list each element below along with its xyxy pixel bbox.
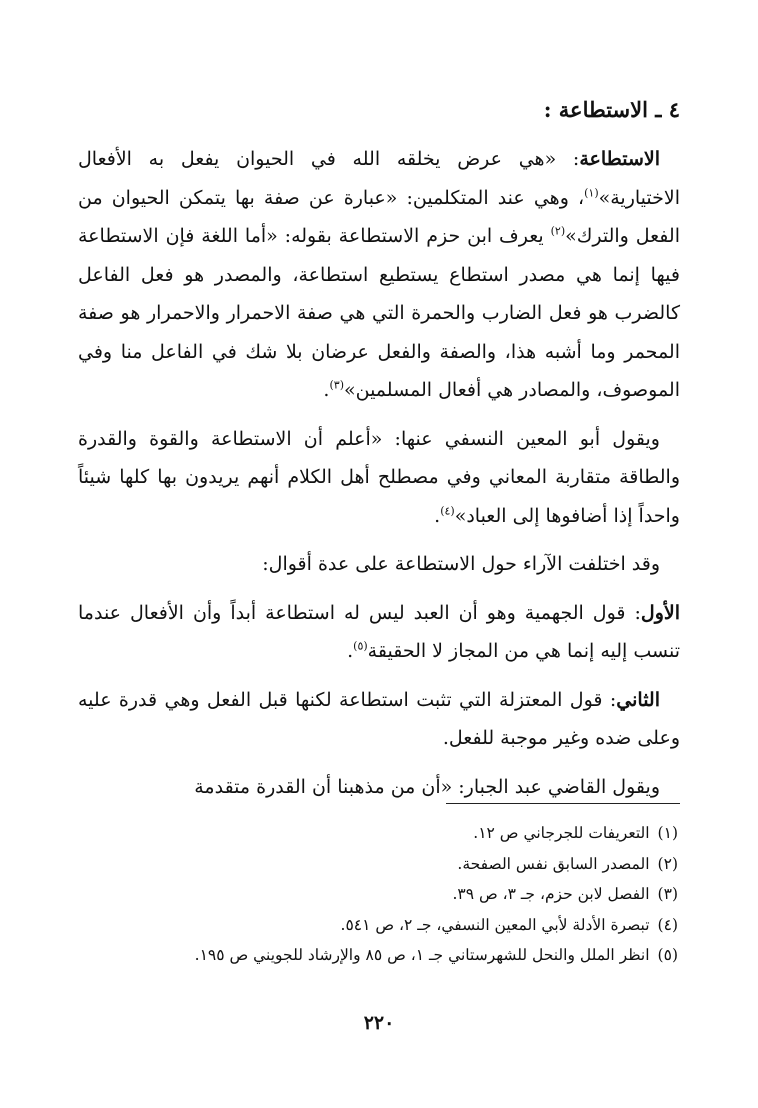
paragraph-text: . [434,504,441,527]
main-text [78,140,680,816]
footnote-ref-5: (٥) [353,639,368,653]
paragraph-text: ، وهي عند المتكلمين: «عبارة عن صفة بها يتمكن الحيوان من الفعل والترك» [78,186,680,247]
footnote-ref-1: (١) [584,186,599,200]
footnote-text: المصدر السابق نفس الصفحة. [457,854,650,873]
footnote-number: (٤) [657,915,678,934]
footnote-text: الفصل لابن حزم، جـ ٣، ص ٣٩. [452,885,650,903]
footnote-text: تبصرة الأدلة لأبي المعين النسفي، جـ ٢، ص ٥٤١. [340,915,650,934]
footnote-ref-4: (٤) [440,504,455,518]
footnote-text: انظر الملل والنحل للشهرستاني جـ ١، ص ٨٥ والإرشاد للجويني ص ١٩٥. [194,946,650,964]
footnote-1 [78,818,678,849]
paragraph-text: . [347,640,354,662]
term-istitaa: الاستطاعة [579,148,660,170]
footnotes [78,818,678,971]
paragraph-second-opinion [78,681,680,758]
page-number: ٢٢٠ [363,1012,395,1034]
paragraph-text: ويقول أبو المعين النسفي عنها: «أعلم أن الاستطاعة والقوة والقدرة والطاقة متقاربة المعاني وفي مصطلح أهل الكلام أنهم يريدون بها كلها شيئاً واحداً إذا أضافوها إلى العباد» [78,427,680,527]
footnote-separator [446,803,680,804]
paragraph-text: يعرف ابن حزم الاستطاعة بقوله: «أما اللغة فإن الاستطاعة فيها إنما هي مصدر استطاع يستطيع استطاعة، والمصدر هو فعل الفاعل كالضرب هو فعل الضارب والحمرة التي هي صفة الاحمرار والاحمرار هو صفة المحمر وما أشبه هذا، والصفة والفعل عرضان بلا شك في الفاعل منا وفي الموصوف، والمصادر هي أفعال المسلمين» [78,225,680,401]
paragraph-opinions: وقد اختلفت الآراء حول الاستطاعة على عدة أقوال: [262,553,660,575]
footnote-ref-2: (٢) [550,224,566,238]
paragraph-text: . [323,379,330,401]
paragraph-first-opinion [78,594,680,671]
paragraph-qadi: ويقول القاضي عبد الجبار: «أن من مذهبنا أن القدرة متقدمة [194,775,660,798]
footnote-5 [78,940,678,971]
footnote-number: (٥) [657,946,678,964]
term-first: الأول [640,601,680,624]
footnote-ref-3: (٣) [329,378,344,392]
footnote-text: التعريفات للجرجاني ص ١٢. [473,824,650,842]
footnote-number: (٣) [657,885,678,903]
footnote-number: (١) [657,824,678,842]
paragraph-text: : قول الجهمية وهو أن العبد ليس له استطاعة أبداً وأن الأفعال عندما تنسب إليه إنما هي من المجاز لا الحقيقة [78,601,680,662]
section-heading: ٤ ـ الاستطاعة : [543,97,680,122]
footnote-number: (٢) [657,854,678,873]
paragraph-text: : قول المعتزلة التي تثبت استطاعة لكنها قبل الفعل وهي قدرة عليه وعلى ضده وغير موجبة للفعل. [78,688,680,749]
footnote-2 [78,849,678,880]
term-second: الثاني [616,688,660,711]
footnote-4 [78,910,678,941]
paragraph-definition [78,140,680,410]
paragraph-text: : «هي عرض يخلقه الله في الحيوان يفعل به الأفعال الاختيارية» [78,148,680,209]
paragraph-nasafi [78,420,680,536]
footnote-3 [78,879,678,910]
